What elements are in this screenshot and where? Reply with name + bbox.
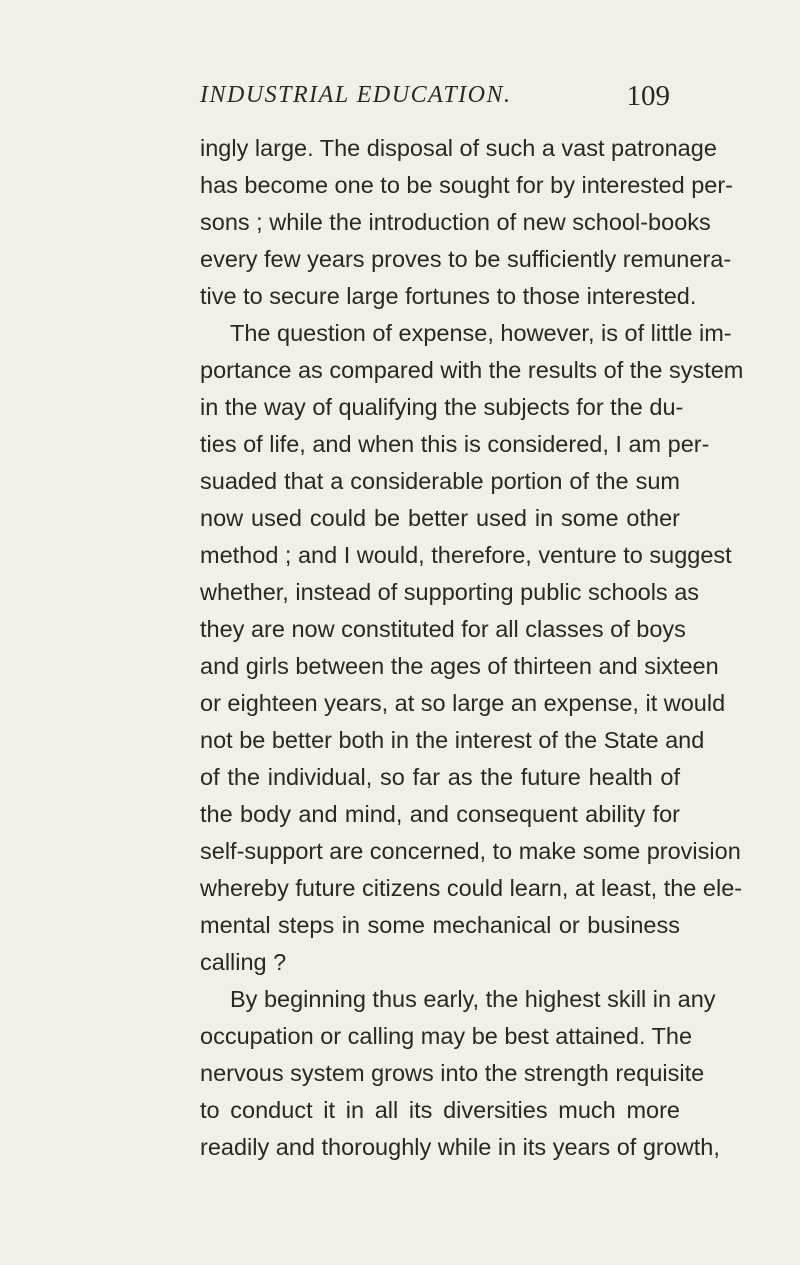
text-line: and girls between the ages of thirteen and sixteen [200, 653, 719, 679]
body-text [200, 130, 744, 1166]
text-line: ties of life, and when this is considered, I am per- [200, 431, 710, 457]
running-head [200, 82, 680, 122]
text-line: not be better both in the interest of the State and [200, 727, 705, 753]
text-line: occupation or calling may be best attained. The [200, 1023, 693, 1049]
running-title: INDUSTRIAL EDUCATION. [200, 82, 512, 108]
text-line: By beginning thus early, the highest skill in any [230, 986, 716, 1012]
text-line: ingly large. The disposal of such a vast patronage [200, 135, 717, 161]
text-line: in the way of qualifying the subjects for the du- [200, 394, 684, 420]
text-line: sons ; while the introduction of new school-books [200, 209, 711, 235]
text-line: calling ? [200, 949, 287, 975]
text-line: tive to secure large fortunes to those interested. [200, 283, 697, 309]
text-line: or eighteen years, at so large an expense, it would [200, 690, 726, 716]
text-line: readily and thoroughly while in its years of growth, [200, 1134, 720, 1160]
text-line: method ; and I would, therefore, venture to suggest [200, 542, 732, 568]
text-line: of the individual, so far as the future health of [200, 764, 680, 790]
text-line: self-support are concerned, to make some provision [200, 838, 741, 864]
text-line: every few years proves to be sufficiently remunera- [200, 246, 732, 272]
text-line: portance as compared with the results of the system [200, 357, 744, 383]
text-line: The question of expense, however, is of little im- [230, 320, 732, 346]
text-line: the body and mind, and consequent ability for [200, 801, 680, 827]
text-line: whether, instead of supporting public schools as [200, 579, 700, 605]
page-number: 109 [626, 80, 670, 112]
text-line: mental steps in some mechanical or business [200, 912, 680, 938]
text-line: has become one to be sought for by interested per- [200, 172, 733, 198]
text-line: whereby future citizens could learn, at least, the ele- [200, 875, 743, 901]
text-line: to conduct it in all its diversities much more [200, 1097, 680, 1123]
text-line: now used could be better used in some other [200, 505, 680, 531]
text-line: they are now constituted for all classes of boys [200, 616, 686, 642]
text-line: nervous system grows into the strength requisite [200, 1060, 705, 1086]
text-line: suaded that a considerable portion of the sum [200, 468, 680, 494]
